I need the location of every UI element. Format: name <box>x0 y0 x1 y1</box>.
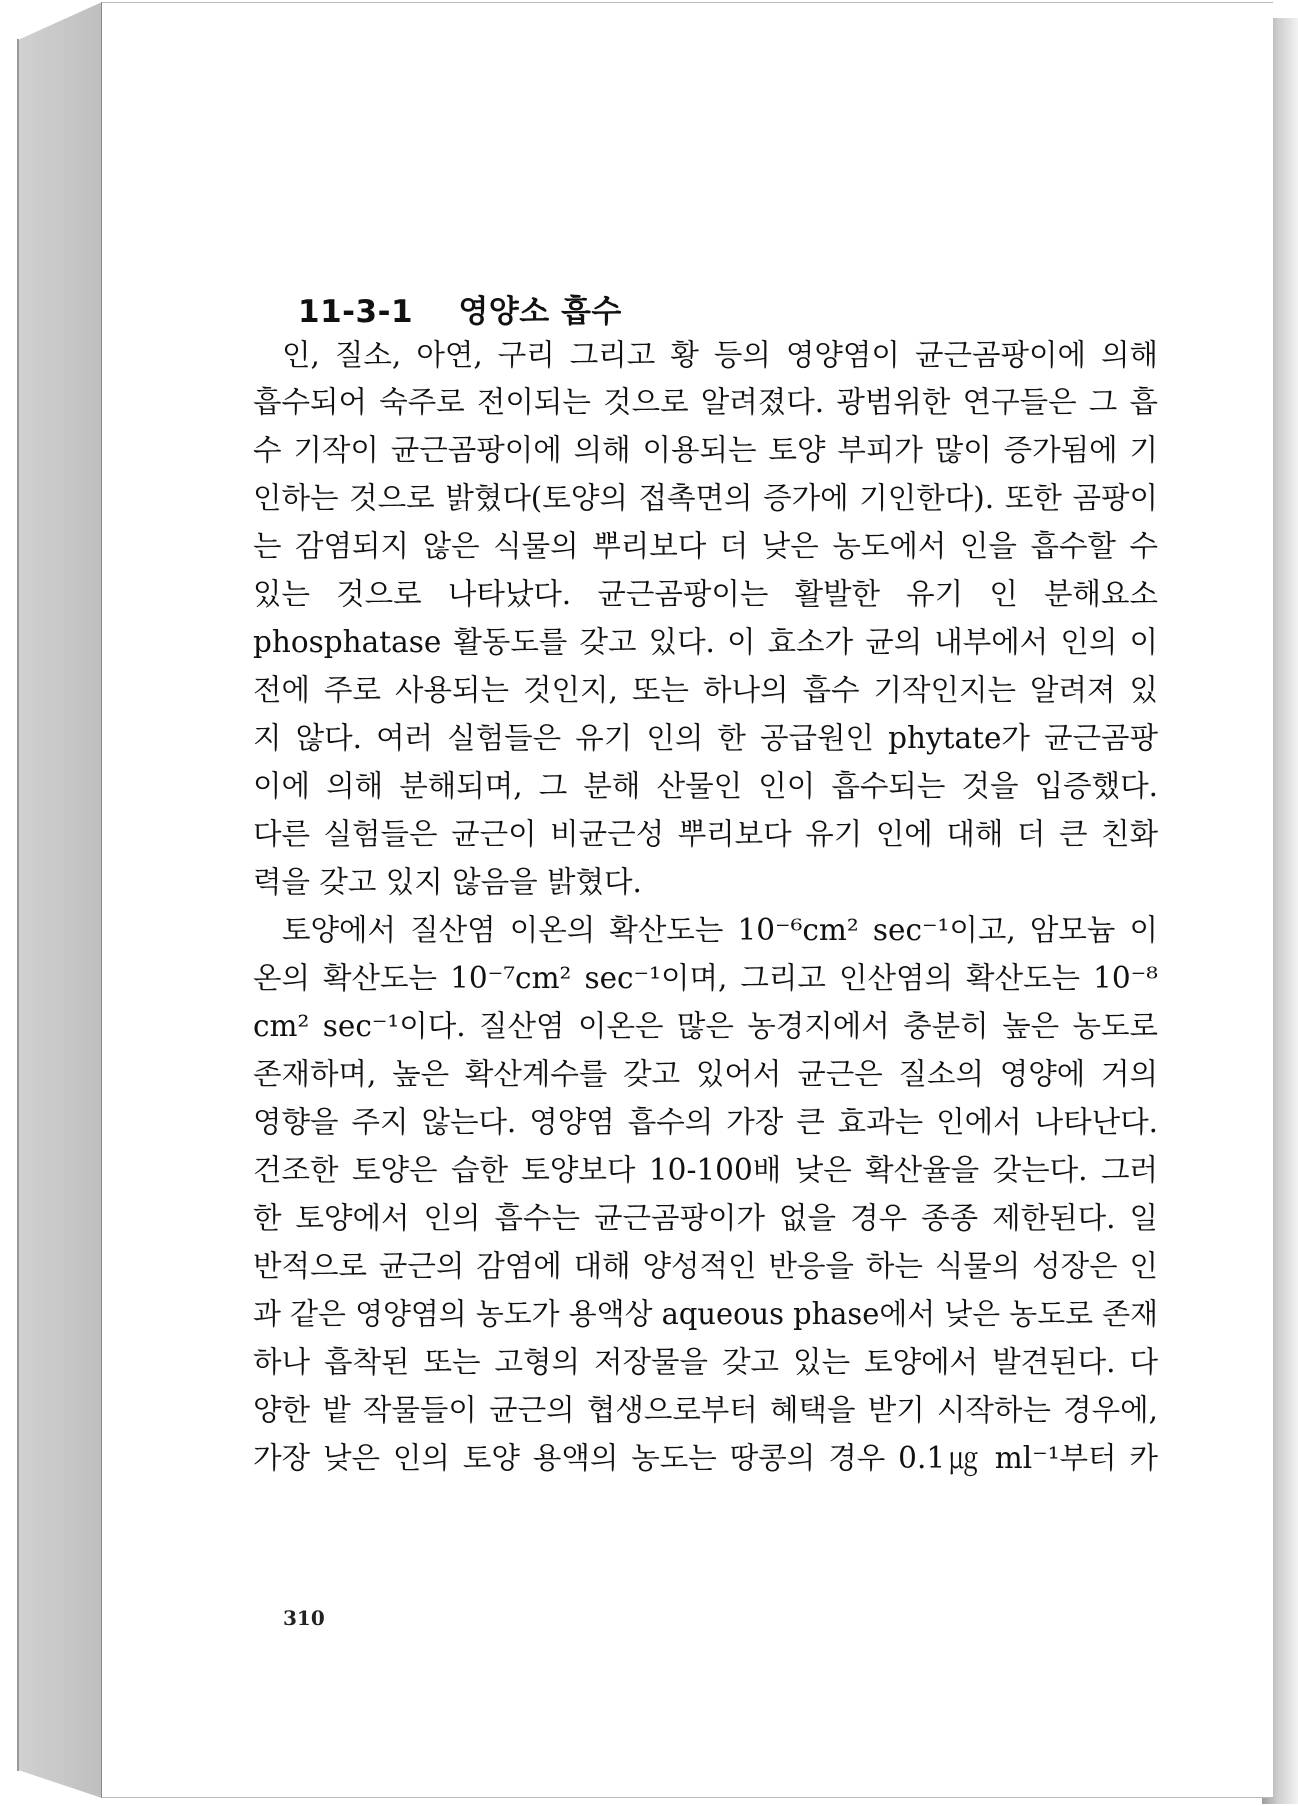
body-line: 인, 질소, 아연, 구리 그리고 황 등의 영양염이 균근곰팡이에 의해 <box>282 338 1158 372</box>
section-heading <box>298 286 622 331</box>
body-line: 토양에서 질산염 이온의 확산도는 10⁻⁶cm² sec⁻¹이고, 암모늄 이 <box>282 913 1158 947</box>
body-line: 지 않다. 여러 실험들은 유기 인의 한 공급원인 phytate가 균근곰팡 <box>253 721 1158 755</box>
section-title: 영양소 흡수 <box>458 294 622 330</box>
body-line: 흡수되어 숙주로 전이되는 것으로 알려졌다. 광범위한 연구들은 그 흡 <box>253 385 1158 419</box>
body-line: 가장 낮은 인의 토양 용액의 농도는 땅콩의 경우 0.1㎍ ml⁻¹부터 카 <box>253 1441 1158 1475</box>
body-line: 건조한 토양은 습한 토양보다 10-100배 낮은 확산율을 갖는다. 그러 <box>253 1153 1158 1187</box>
body-line: 인하는 것으로 밝혔다(토양의 접촉면의 증가에 기인한다). 또한 곰팡이 <box>253 481 1158 515</box>
body-line: 한 토양에서 인의 흡수는 균근곰팡이가 없을 경우 종종 제한된다. 일 <box>253 1201 1158 1235</box>
body-line: 반적으로 균근의 감염에 대해 양성적인 반응을 하는 식물의 성장은 인 <box>253 1249 1158 1283</box>
body-line: phosphatase 활동도를 갖고 있다. 이 효소가 균의 내부에서 인의 이 <box>253 625 1158 659</box>
body-line: 있는 것으로 나타났다. 균근곰팡이는 활발한 유기 인 분해요소 <box>253 577 1158 611</box>
body-line: 온의 확산도는 10⁻⁷cm² sec⁻¹이며, 그리고 인산염의 확산도는 10⁻⁸ <box>253 961 1158 995</box>
body-line: 수 기작이 균근곰팡이에 의해 이용되는 토양 부피가 많이 증가됨에 기 <box>253 433 1158 467</box>
body-line: 존재하며, 높은 확산계수를 갖고 있어서 균근은 질소의 영양에 거의 <box>253 1057 1158 1091</box>
body-line: 양한 밭 작물들이 균근의 협생으로부터 혜택을 받기 시작하는 경우에, <box>253 1393 1158 1427</box>
book-page-edge <box>0 0 110 1806</box>
body-line: 과 같은 영양염의 농도가 용액상 aqueous phase에서 낮은 농도로 존재 <box>253 1297 1159 1331</box>
section-number: 11-3-1 <box>298 294 414 330</box>
body-line: 력을 갖고 있지 않음을 밝혔다. <box>253 865 642 899</box>
body-line: 영향을 주지 않는다. 영양염 흡수의 가장 큰 효과는 인에서 나타난다. <box>253 1105 1158 1139</box>
body-line: cm² sec⁻¹이다. 질산염 이온은 많은 농경지에서 충분히 높은 농도로 <box>253 1009 1158 1043</box>
page-number: 310 <box>283 1606 325 1630</box>
body-line: 는 감염되지 않은 식물의 뿌리보다 더 낮은 농도에서 인을 흡수할 수 <box>253 529 1158 563</box>
body-line: 이에 의해 분해되며, 그 분해 산물인 인이 흡수되는 것을 입증했다. <box>253 769 1158 803</box>
body-line: 하나 흡착된 또는 고형의 저장물을 갖고 있는 토양에서 발견된다. 다 <box>253 1345 1158 1379</box>
body-line: 다른 실험들은 균근이 비균근성 뿌리보다 유기 인에 대해 더 큰 친화 <box>253 817 1158 851</box>
body-line: 전에 주로 사용되는 것인지, 또는 하나의 흡수 기작인지는 알려져 있 <box>253 673 1158 707</box>
